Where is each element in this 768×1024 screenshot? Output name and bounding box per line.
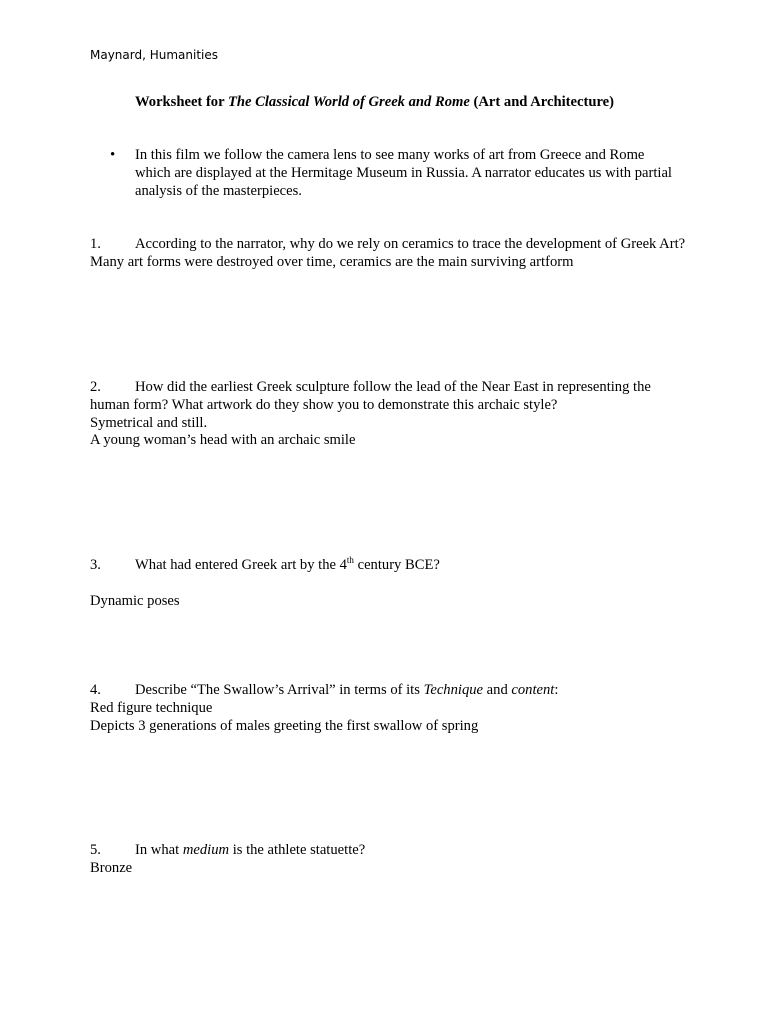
question-3 (90, 557, 690, 611)
question-text-part: Describe “The Swallow’s Arrival” in terms of its (135, 682, 424, 698)
question-emphasis: medium (182, 842, 230, 858)
question-text-part: and (483, 682, 512, 698)
intro-text: In this film we follow the camera lens to see many works of art from Greece and Rome which are displayed at the Hermitage Museum in Russia. A narrator educates us with partial analysis of the masterpieces. (135, 147, 672, 200)
ordinal-superscript: th (346, 555, 354, 565)
question-text: How did the earliest Greek sculpture follow the lead of the Near East in representing the human form? What artwork do they show you to demonstrate this archaic style? (90, 379, 651, 413)
answer-text: Many art forms were destroyed over time, ceramics are the main surviving artform (90, 253, 574, 270)
question-1 (90, 236, 690, 272)
author-header: Maynard, Humanities (90, 48, 219, 62)
worksheet-title (135, 93, 614, 111)
title-suffix: (Art and Architecture) (469, 94, 615, 110)
question-emphasis: content (511, 682, 555, 698)
question-text: According to the narrator, why do we rely on ceramics to trace the development of Greek Art? (135, 236, 686, 252)
question-text-part: In what (135, 842, 183, 858)
question-number: 2. (90, 379, 101, 395)
question-number: 4. (90, 682, 101, 698)
question-text-part: is the athlete statuette? (229, 842, 366, 858)
bullet-icon: • (110, 147, 116, 163)
question-text-part: : (554, 682, 559, 698)
question-5 (90, 842, 690, 878)
answer-text: Depicts 3 generations of males greeting the first swallow of spring (90, 717, 479, 734)
question-number: 3. (90, 557, 101, 573)
question-text-part: century BCE? (353, 557, 440, 573)
title-prefix: Worksheet for (135, 94, 228, 110)
answer-text: Bronze (90, 859, 133, 876)
answer-text: Dynamic poses (90, 592, 180, 609)
question-text-part: What had entered Greek art by the 4 (135, 557, 347, 573)
title-film-name: The Classical World of Greek and Rome (227, 94, 470, 110)
question-number: 5. (90, 842, 101, 858)
answer-text: Symetrical and still. (90, 414, 208, 431)
question-4 (90, 682, 690, 735)
question-emphasis: Technique (423, 682, 484, 698)
answer-text: Red figure technique (90, 699, 213, 716)
question-2 (90, 379, 690, 450)
question-number: 1. (90, 236, 101, 252)
answer-text: A young woman’s head with an archaic smile (90, 432, 356, 449)
